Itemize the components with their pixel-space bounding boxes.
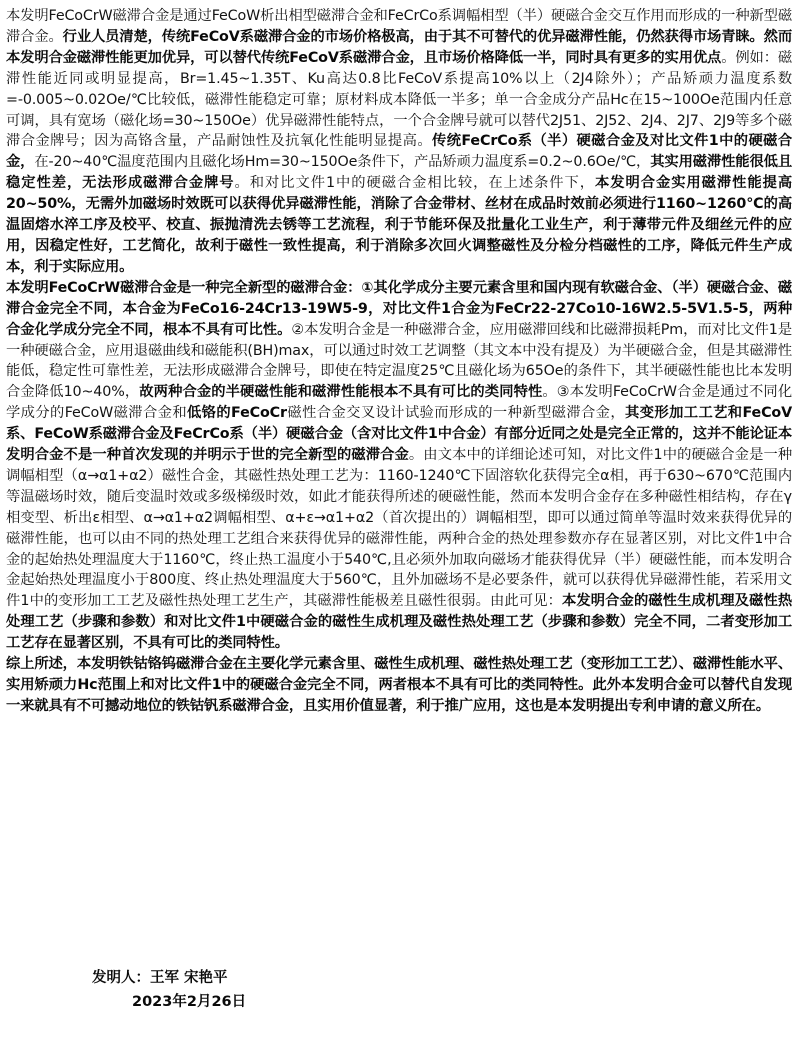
inventors-names: 王军 宋艳平 bbox=[150, 970, 228, 986]
paragraph-2 bbox=[6, 278, 792, 654]
paragraph2-run-4: 低铬的FeCoCr bbox=[187, 405, 287, 422]
paragraph3-run-0: 综上所述，本发明铁钴铬钨磁滞合金在主要化学元素含里、磁性生成机理、磁性热处理工艺（变形加工工艺）、磁滞性能水平、实用矫顽力Hc范围上和对比文件1中的硬磁合金完全不同，两者根本不具有可比的类同特性。此外本发明合金可以替代自发现一来就具有不可撼动地位的铁钴钒系磁滞合金，且实用价值显著，利于推广应用，这也是本发明提出专利申请的意义所在。 bbox=[6, 656, 792, 714]
paragraph2-run-1: ②本发明合金是一种磁滞合金，应用磁滞回线和比磁滞损耗Pm，而对比文件1是一种硬磁合金，应用退磁曲线和磁能积(BH)max，可以通过时效工艺调整（其文本中没有提及）为半硬磁合金，但是其磁滞性能低，稳定性可靠性差，无法形成磁滞合金牌号，即使在特定温度25℃且磁化场为65Oe的条件下，其半硬磁性能也比本发明合金降低10~40%， bbox=[6, 321, 792, 401]
paragraph-1 bbox=[6, 6, 792, 278]
inventors-line bbox=[92, 966, 246, 990]
paragraph2-run-7: 。由文本中的详细论述可知，对比文件1中的硬磁合金是一种调幅相型（α→α1+α2）磁性合金，其磁性热处理工艺为：1160-1240℃下固溶软化获得完全α相，再于630~670℃范围内等温磁场时效，随后变温时效或多级梯级时效，如此才能获得所述的硬磁性能，然而本发明合金存在多种磁性相结构，存在γ相变型、析出ε相型、α→α1+α2调幅相型、α+ε→α1+α2（首次提出的）调幅相型，即可以通过简单等温时效来获得优异的磁滞性能，也可以由不同的热处理工艺组合来获得优异的磁滞性能，两种合金的热处理参数亦存在显著区别，对比文件1中合金的起始热处理温度大于1160℃，终止热工温度小于540℃,且必须外加取向磁场才能获得优异（半）硬磁性能，而本发明合金起始热处理温度小于800度、终止热处理温度大于560℃，且外加磁场不是必要条件，就可以获得优异磁滞性能，若采用文件1中的变形加工工艺及磁性热处理工艺生产，其磁滞性能极差且磁性很弱。由此可见： bbox=[6, 447, 792, 610]
paragraph1-run-7: 本发明合金实用磁滞性能提高20~50%，无需外加磁场时效既可以获得优异磁滞性能，消除了合金带材、丝材在成品时效前必须进行1160~1260℃的高温固熔水淬工序及校平、校直、振抛清洗去锈等工艺流程，利于节能环保及批量化工业生产，利于薄带元件及细丝元件的应用，因稳定性好，工艺简化，故利于磁性一致性提高，利于消除多次回火调整磁性及分检分档磁性的工序，降低元件生产成本，利于实际应用。 bbox=[6, 175, 792, 275]
paragraph2-run-3: 。③本发明FeCoCrW合金是通过不同化学成分的FeCoW磁滞合金和 bbox=[6, 384, 792, 422]
inventors-label: 发明人： bbox=[92, 970, 150, 986]
document-body bbox=[6, 6, 792, 717]
paragraph2-run-2: 故两种合金的半硬磁性能和磁滞性能根本不具有可比的类同特性 bbox=[139, 384, 543, 401]
paragraph1-run-6: 。和对比文件1中的硬磁合金相比较，在上述条件下， bbox=[234, 175, 596, 192]
signature-date: 2023年2月26日 bbox=[132, 994, 247, 1010]
paragraph2-run-0: 本发明FeCoCrW磁滞合金是一种完全新型的磁滞合金：①其化学成分主要元素含里和国内现有软磁合金、（半）硬磁合金、磁滞合金完全不同，本合金为FeCo16-24Cr13-19W5-9，对比文件1合金为FeCr22-27Co10-16W2.5-5V1.5-5，两种合金化学成分完全不同，根本不具有可比性。 bbox=[6, 279, 792, 338]
paragraph1-run-1: 行业人员清楚，传统FeCoV系磁滞合金的市场价格极高，由于其不可替代的优异磁滞性能，仍然获得市场青睐。然而本发明合金磁滞性能更加优异，可以替代传统FeCoV系磁滞合金，且市场价格降低一半，同时具有更多的实用优点 bbox=[6, 28, 792, 66]
signature-block bbox=[92, 966, 246, 1014]
paragraph1-run-5: 其实用磁滞性能很低且稳定性差，无法形成磁滞合金牌号 bbox=[6, 154, 792, 192]
paragraph1-run-0: 本发明FeCoCrW磁滞合金是通过FeCoW析出相型磁滞合金和FeCrCo系调幅相型（半）硬磁合金交互作用而形成的一种新型磁滞合金。 bbox=[6, 8, 792, 45]
paragraph1-run-3: 传统FeCrCo系（半）硬磁合金及对比文件1中的硬磁合金， bbox=[6, 133, 792, 171]
paragraph-3 bbox=[6, 654, 792, 717]
paragraph1-run-4: 在-20~40℃温度范围内且磁化场Hm=30~150Oe条件下，产品矫顽力温度系=0.2~0.6Oe/℃， bbox=[34, 154, 651, 171]
paragraph2-run-6: 其变形加工工艺和FeCoV系、FeCoW系磁滞合金及FeCrCo系（半）硬磁合金（含对比文件1中合金）有部分近同之处是完全正常的，这并不能论证本发明合金不是一种首次发现的并明示于世的完全新型的磁滞合金 bbox=[6, 405, 792, 464]
paragraph2-run-8: 本发明合金的磁性生成机理及磁性热处理工艺（步骤和参数）和对比文件1中硬磁合金的磁性生成机理及磁性热处理工艺（步骤和参数）完全不同，二者变形加工工艺存在显著区别，不具有可比的类同特性。 bbox=[6, 593, 792, 652]
paragraph1-run-2: 。例如：磁滞性能近同或明显提高，Br=1.45~1.35T、Ku高达0.8比FeCoV系提高10%以上（2J4除外）；产品矫顽力温度系数=-0.005~0.02Oe/℃比较低，磁滞性能稳定可靠；原材料成本降低一半多；单一合金成分产品Hc在15~100Oe范围内任意可调，具有宽场（磁化场=30~150Oe）优异磁滞性能特点，一个合金牌号就可以替代2J51、2J52、2J4、2J7、2J9等多个磁滞合金牌号；因为高铬含量，产品耐蚀性及抗氧化性能明显提高。 bbox=[6, 49, 793, 150]
paragraph2-run-5: 磁性合金交叉设计试验而形成的一种新型磁滞合金， bbox=[286, 405, 626, 422]
